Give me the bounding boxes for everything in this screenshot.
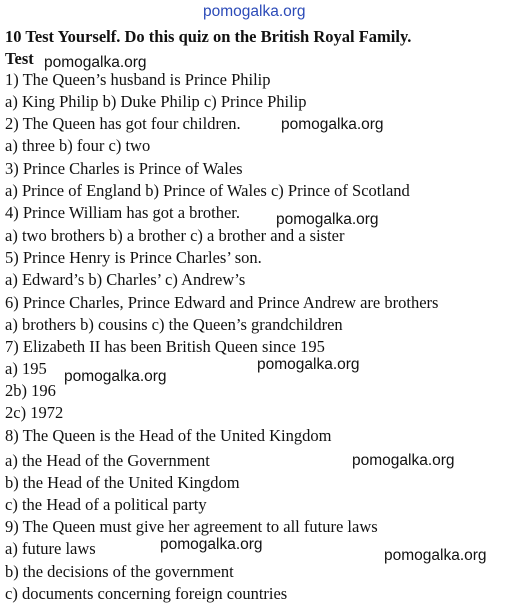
question-2: 2) The Queen has got four children. [5,114,241,133]
watermark: pomogalka.org [384,547,487,564]
answers-1: a) King Philip b) Duke Philip c) Prince Philip [5,92,307,111]
question-8: 8) The Queen is the Head of the United Kingdom [5,426,332,445]
page-title: 10 Test Yourself. Do this quiz on the British Royal Family. [5,27,412,46]
question-6: 6) Prince Charles, Prince Edward and Prince Andrew are brothers [5,293,439,312]
answer-9c: c) documents concerning foreign countries [5,584,288,603]
answer-7b: 2b) 196 [5,381,56,400]
watermark: pomogalka.org [281,116,384,133]
watermark: pomogalka.org [160,536,263,553]
watermark: pomogalka.org [276,211,379,228]
answers-2: a) three b) four c) two [5,136,151,155]
answer-9b: b) the decisions of the government [5,562,234,581]
answer-9a: a) future laws [5,539,96,558]
answer-7a: a) 195 [5,359,47,378]
answer-8a: a) the Head of the Government [5,451,210,470]
watermark: pomogalka.org [44,54,147,71]
question-4: 4) Prince William has got a brother. [5,203,241,222]
answer-8b: b) the Head of the United Kingdom [5,473,240,492]
answer-8c: c) the Head of a political party [5,495,207,514]
answers-6: a) brothers b) cousins c) the Queen’s grandchildren [5,315,343,334]
question-3: 3) Prince Charles is Prince of Wales [5,159,243,178]
watermark: pomogalka.org [257,356,360,373]
answers-5: a) Edward’s b) Charles’ c) Andrew’s [5,270,246,289]
header-watermark: pomogalka.org [203,3,306,20]
question-9: 9) The Queen must give her agreement to all future laws [5,517,378,536]
question-1: 1) The Queen’s husband is Prince Philip [5,70,271,89]
answers-4: a) two brothers b) a brother c) a brother and a sister [5,226,345,245]
answers-3: a) Prince of England b) Prince of Wales c) Prince of Scotland [5,181,410,200]
question-7: 7) Elizabeth II has been British Queen since 195 [5,337,325,356]
question-5: 5) Prince Henry is Prince Charles’ son. [5,248,262,267]
watermark: pomogalka.org [352,452,455,469]
answer-7c: 2c) 1972 [5,403,64,422]
page-subtitle: Test [5,49,34,68]
watermark: pomogalka.org [64,368,167,385]
